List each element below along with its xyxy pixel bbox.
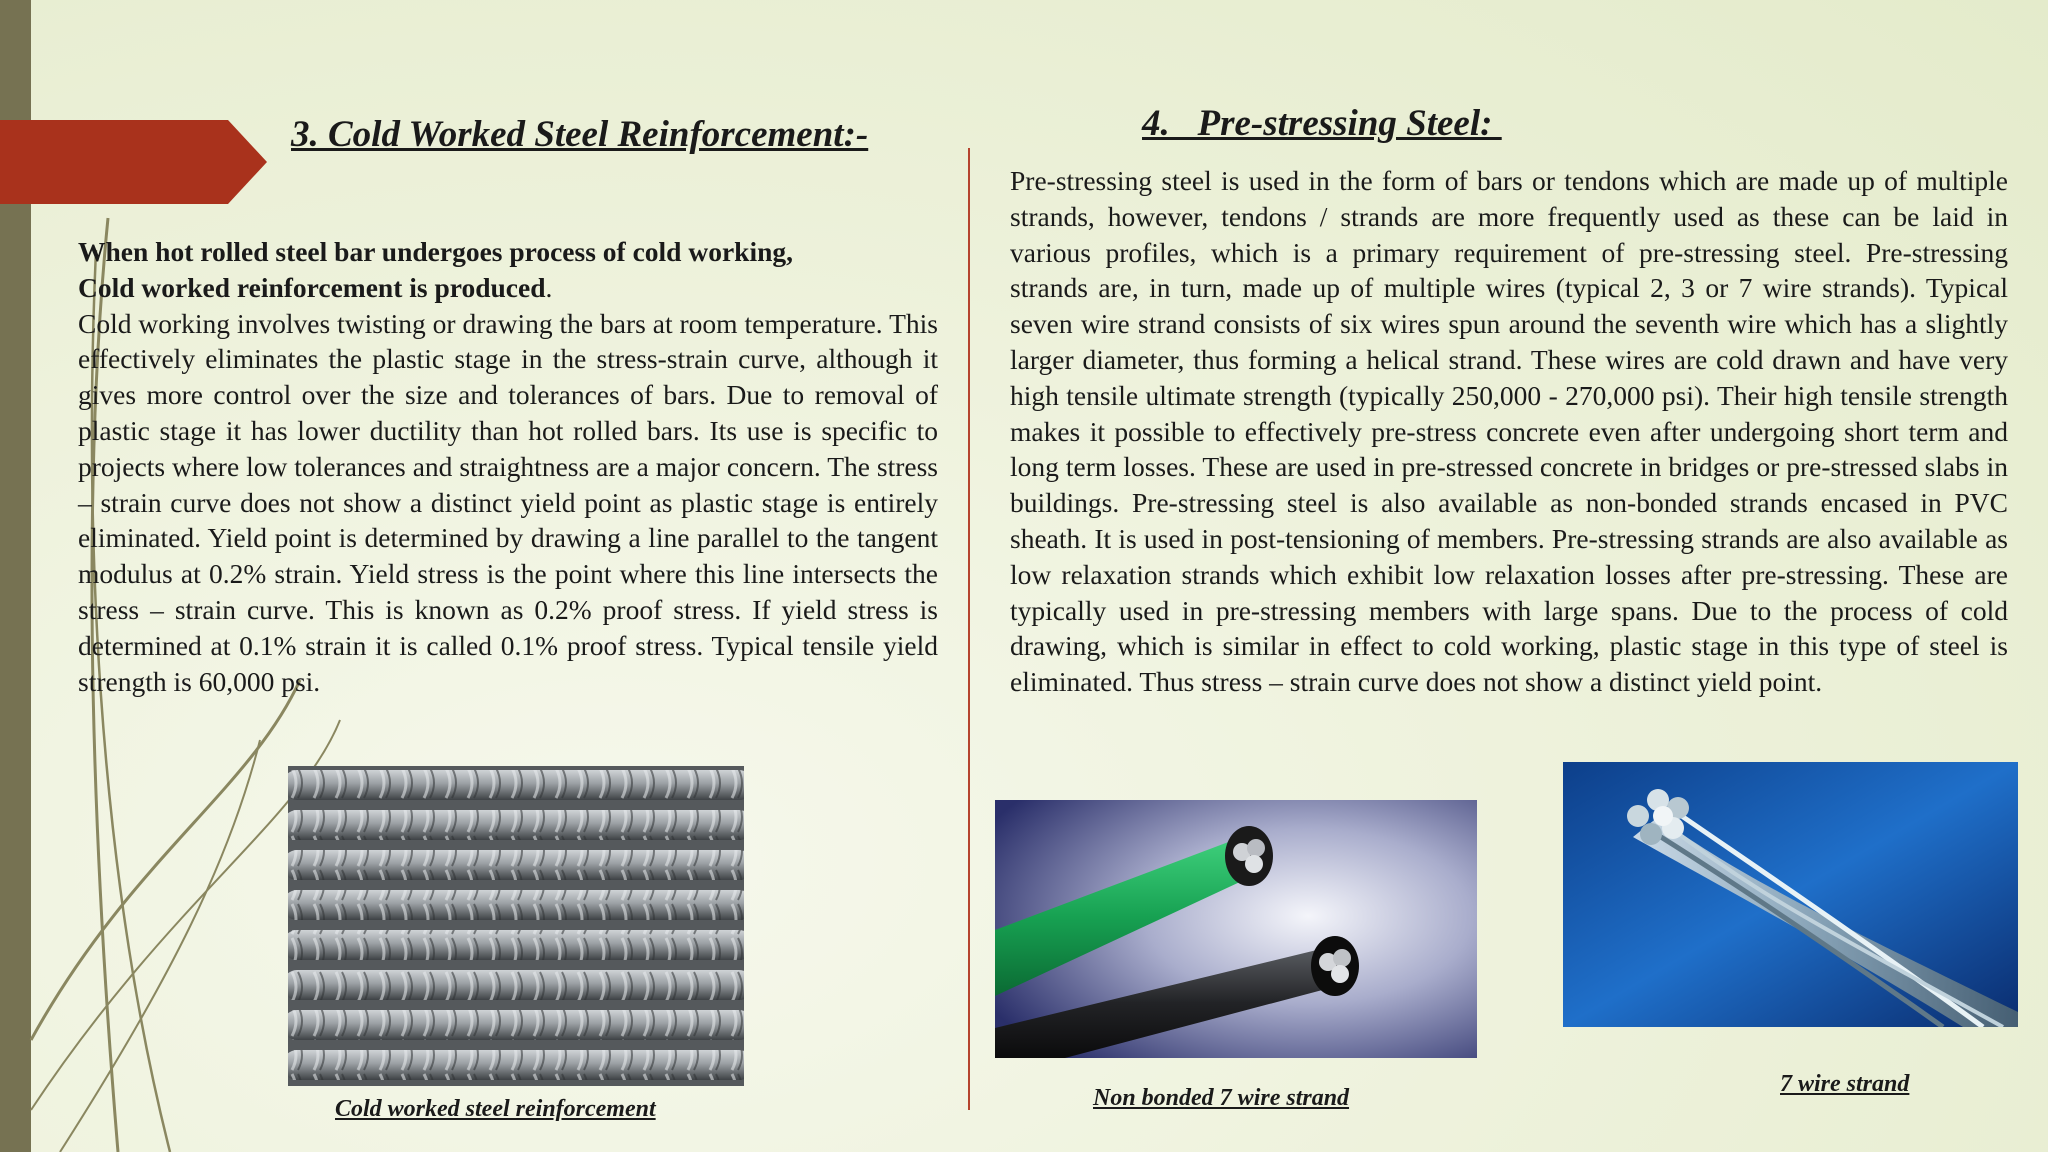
section-arrow-tab (0, 120, 267, 204)
seven-wire-strand-photo (1563, 762, 2018, 1027)
rebar-photo (288, 766, 744, 1086)
lead-statement: When hot rolled steel bar undergoes process of cold working, Cold worked reinforcement is produced. (78, 236, 794, 303)
section-heading-prestressing: 4. Pre-stressing Steel: (1142, 103, 1502, 144)
caption-non-bonded-strand: Non bonded 7 wire strand (1093, 1085, 1350, 1111)
caption-cold-worked: Cold worked steel reinforcement (335, 1096, 656, 1122)
prestressing-paragraph: Pre-stressing steel is used in the form of bars or tendons which are made up of multiple strands, however, tendons / strands are more frequently used as these can be laid in various profiles, which is a primary requirement of pre-stressing steel. Pre-stressing strands are, in turn, made up of multiple wires (typical 2, 3 or 7 wire strands). Typical seven wire strand consists of six wires spun around the seventh wire which has a slightly larger diameter, thus forming a helical strand. These wires are cold drawn and have very high tensile ultimate strength (typically 250,000 - 270,000 psi). Their high tensile strength makes it possible to effectively pre-stress concrete even after undergoing short term and long term losses. These are used in pre-stressed concrete in bridges or pre-stressed slabs in buildings. Pre-stressing steel is also available as non-bonded strands encased in PVC sheath. It is used in post-tensioning of members. Pre-stressing strands are also available as low relaxation strands which exhibit low relaxation losses after pre-stressing. These are typically used in pre-stressing members with large spans. Due to the process of cold drawing, which is similar in effect to cold working, plastic stage in this type of steel is eliminated. Thus stress – strain curve does not show a distinct yield point. (1010, 165, 2008, 698)
cold-worked-paragraph (78, 234, 938, 699)
non-bonded-strand-photo (995, 800, 1477, 1058)
cold-worked-body: Cold working involves twisting or drawing the bars at room temperature. This effectively eliminates the plastic stage in the stress-strain curve, although it gives more control over the size and tolerances of bars. Due to removal of plastic stage it has lower ductility than hot rolled bars. Its use is specific to projects where low tolerances and straightness are a major concern. The stress – strain curve does not show a distinct yield point as plastic stage is entirely eliminated. Yield point is determined by drawing a line parallel to the tangent modulus at 0.2% strain. Yield stress is the point where this line intersects the stress – strain curve. This is known as 0.2% proof stress. If yield stress is determined at 0.1% strain it is called 0.1% proof stress. Typical tensile yield strength is 60,000 psi. (78, 307, 938, 697)
column-divider (968, 148, 970, 1110)
caption-seven-wire-strand: 7 wire strand (1780, 1071, 1910, 1097)
section-heading-cold-worked: 3. Cold Worked Steel Reinforcement:- (291, 114, 869, 155)
